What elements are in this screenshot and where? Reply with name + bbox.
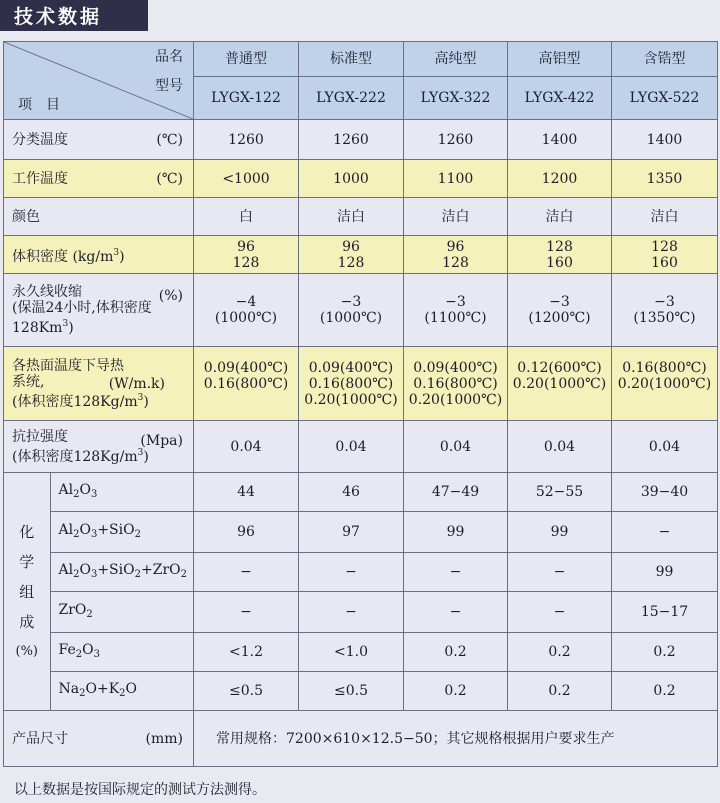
cell: 0.09(400℃) 0.16(800℃) 0.20(1000℃): [404, 347, 508, 421]
row-label: 产品尺寸 (mm): [4, 711, 194, 767]
size-value: 常用规格：7200×610×12.5−50；其它规格根据用户要求生产: [194, 711, 718, 767]
cell: 97: [299, 511, 404, 552]
page-title: 技术数据: [0, 0, 148, 31]
product-name: 普通型: [194, 42, 299, 77]
cell: −: [194, 591, 299, 632]
cell: 洁白: [299, 198, 404, 236]
row-size: [4, 711, 718, 767]
cell: ≤0.5: [194, 671, 299, 710]
cell: 0.09(400℃) 0.16(800℃) 0.20(1000℃): [299, 347, 404, 421]
cell: 128 160: [508, 236, 612, 274]
cell: 52−55: [508, 473, 612, 512]
cell: 99: [508, 511, 612, 552]
row-label: 体积密度 $(kg/m^3)$: [4, 236, 194, 274]
product-name: 高纯型: [404, 42, 508, 77]
cell: 128 160: [612, 236, 718, 274]
cell: −: [404, 553, 508, 592]
chem-label-fe2o3: $Fe_2O_3$: [50, 633, 193, 672]
cell: 0.04: [299, 421, 404, 473]
cell: 96 128: [404, 236, 508, 274]
cell: 47−49: [404, 473, 508, 512]
row-label: 工作温度 (℃): [4, 160, 194, 198]
cell: −3 (1000℃): [299, 274, 404, 347]
cell: ≤0.5: [299, 671, 404, 710]
cell: −4 (1000℃): [194, 274, 299, 347]
row-density: [4, 236, 718, 274]
cell: −: [612, 511, 718, 552]
chem-row: [4, 473, 718, 512]
cell: 96 128: [194, 236, 299, 274]
cell: <1.2: [194, 633, 299, 672]
cell: −: [508, 553, 612, 592]
cell: 0.04: [194, 421, 299, 473]
cell: 0.2: [612, 633, 718, 672]
product-model: LYGX-422: [508, 77, 612, 120]
chem-label-al2o3-sio2: $Al_2O_3+SiO_2$: [50, 512, 193, 553]
corner-item: 项 目: [18, 97, 60, 113]
cell: 39−40: [612, 473, 718, 512]
product-model: LYGX-522: [612, 77, 718, 120]
cell: 0.12(600℃) 0.20(1000℃): [508, 347, 612, 421]
cell: −: [299, 553, 404, 592]
chem-group-label: 化 学 组 成 (%): [4, 473, 50, 710]
footer-note: 以上数据是按国际规定的测试方法测得。: [14, 782, 266, 798]
cell: 46: [299, 473, 404, 512]
product-name: 含锆型: [612, 42, 718, 77]
product-model: LYGX-222: [299, 77, 404, 120]
cell: 0.04: [612, 421, 718, 473]
cell: 1260: [194, 120, 299, 160]
cell: −: [508, 591, 612, 632]
cell: 1260: [299, 120, 404, 160]
cell: 0.2: [508, 671, 612, 710]
row-label: 永久线收缩 (保温24小时,体积密度 128Km$^3$) (%): [4, 274, 194, 347]
cell: 1400: [612, 120, 718, 160]
cell: 0.09(400℃) 0.16(800℃): [194, 347, 299, 421]
chem-group: [4, 473, 194, 711]
row-work-temp: [4, 160, 718, 198]
cell: −3 (1100℃): [404, 274, 508, 347]
cell: 96 128: [299, 236, 404, 274]
cell: 0.04: [508, 421, 612, 473]
corner-product-name: 品名: [155, 49, 183, 65]
cell: −: [404, 591, 508, 632]
cell: 0.2: [404, 671, 508, 710]
row-class-temp: [4, 120, 718, 160]
row-label: 抗拉强度 (体积密度$128Kg/m^3$) (Mpa): [4, 421, 194, 473]
product-model: LYGX-322: [404, 77, 508, 120]
cell: 0.2: [508, 633, 612, 672]
cell: 洁白: [404, 198, 508, 236]
cell: <1.0: [299, 633, 404, 672]
cell: −: [299, 591, 404, 632]
cell: 15−17: [612, 591, 718, 632]
cell: 1100: [404, 160, 508, 198]
row-label: 分类温度 (℃): [4, 120, 194, 160]
chem-label-al2o3-sio2-zro2: $Al_2O_3+SiO_2+ZrO_2$: [50, 553, 193, 592]
chem-label-na2o-k2o: $Na_2O+K_2O$: [50, 672, 193, 711]
cell: −: [194, 553, 299, 592]
row-conductivity: [4, 347, 718, 421]
cell: 1350: [612, 160, 718, 198]
cell: 44: [194, 473, 299, 512]
cell: 洁白: [508, 198, 612, 236]
chem-label-al2o3: $Al_2O_3$: [50, 473, 193, 512]
row-label: 颜色: [4, 198, 194, 236]
cell: 0.2: [404, 633, 508, 672]
cell: <1000: [194, 160, 299, 198]
header-row-names: [4, 42, 718, 77]
cell: 0.04: [404, 421, 508, 473]
cell: 白: [194, 198, 299, 236]
cell: 1260: [404, 120, 508, 160]
spec-table: [3, 41, 718, 767]
cell: −3 (1200℃): [508, 274, 612, 347]
cell: 0.16(800℃) 0.20(1000℃): [612, 347, 718, 421]
cell: 0.2: [612, 671, 718, 710]
cell: 96: [194, 511, 299, 552]
cell: 99: [404, 511, 508, 552]
corner-header: [4, 42, 194, 120]
row-color: [4, 198, 718, 236]
cell: 99: [612, 553, 718, 592]
corner-model: 型号: [155, 78, 183, 94]
cell: 1000: [299, 160, 404, 198]
cell: 1400: [508, 120, 612, 160]
cell: 1200: [508, 160, 612, 198]
row-shrinkage: [4, 274, 718, 347]
row-label: 各热面温度下导热 系统, (体积密度$128Kg/m^3$) (W/m.k): [4, 347, 194, 421]
product-name: 高铝型: [508, 42, 612, 77]
row-tensile: [4, 421, 718, 473]
cell: −3 (1350℃): [612, 274, 718, 347]
chem-label-zro2: ZrO$_2$: [50, 592, 193, 633]
product-name: 标准型: [299, 42, 404, 77]
product-model: LYGX-122: [194, 77, 299, 120]
cell: 洁白: [612, 198, 718, 236]
